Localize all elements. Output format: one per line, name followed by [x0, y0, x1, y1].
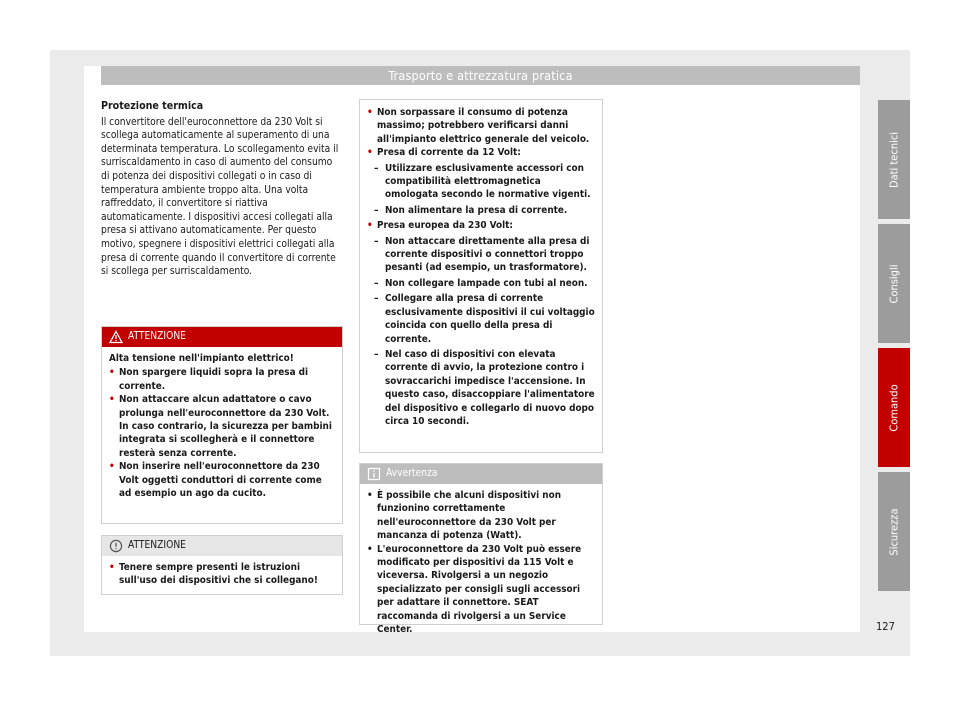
tab-sicurezza[interactable] [878, 472, 910, 591]
warning-box-body [102, 556, 342, 595]
sub-list-item: – Non attaccare direttamente alla presa di corrente dispositivi o connettori troppo pesanti (ad esempio, un trasformatore). [367, 235, 595, 275]
sub-list-item: – Utilizzare esclusivamente accessori con compatibilità elettromagnetica omologata secondo le normative vigenti. [367, 162, 595, 202]
list-item: • Non spargere liquidi sopra la presa di corrente. [109, 366, 335, 393]
page-number: 127 [876, 620, 895, 633]
list-item: • Non attaccare alcun adattatore o cavo prolunga nell'euroconnettore da 230 Volt. In caso contrario, la sicurezza per bambini integrata si scollegherà e il connettore resterà senza corrente. [109, 393, 335, 460]
list-item: • Presa europea da 230 Volt: [367, 219, 595, 232]
info-icon [367, 467, 381, 481]
tab-label: Sicurezza [887, 507, 901, 556]
exclamation-circle-icon [109, 539, 123, 553]
warning-box-instructions [101, 535, 343, 595]
tab-label: Comando [887, 383, 901, 432]
note-box-header [360, 464, 602, 484]
warning-box-title: ATTENZIONE [128, 540, 186, 551]
column-left [101, 100, 341, 279]
sub-list-item: – Collegare alla presa di corrente esclusivamente dispositivi il cui voltaggio coincida con quello della presa di corrente. [367, 292, 595, 346]
warning-box-header [102, 536, 342, 556]
warning-box-high-voltage [101, 326, 343, 524]
tab-dati-tecnici[interactable] [878, 100, 910, 219]
section-heading: Protezione termica [101, 100, 204, 112]
warning-lead: Alta tensione nell'impianto elettrico! [109, 353, 294, 364]
tab-label: Consigli [887, 264, 901, 303]
sub-list-item: – Non alimentare la presa di corrente. [367, 204, 595, 217]
list-item: • Non inserire nell'euroconnettore da 230 Volt oggetti conduttori di corrente come ad esempio un ago da cucito. [109, 460, 335, 500]
sub-list-item: – Non collegare lampade con tubi al neon. [367, 277, 595, 290]
sub-list-item: – Nel caso di dispositivi con elevata corrente di avvio, la protezione contro i sovraccarichi impedisce l'accensione. In questo caso, disaccoppiare l'alimentatore del dispositivo e collegarlo di nuovo dopo circa 10 secondi. [367, 348, 595, 428]
warning-box-header [102, 327, 342, 347]
section-header-bar: Trasporto e attrezzatura pratica [101, 66, 860, 85]
list-item: • Tenere sempre presenti le istruzioni sull'uso dei dispositivi che si collegano! [109, 561, 335, 588]
list-item: • È possibile che alcuni dispositivi non funzionino correttamente nell'euroconnettore da 230 Volt per mancanza di potenza (Watt). [367, 489, 595, 543]
note-box [359, 463, 603, 636]
tab-consigli[interactable] [878, 224, 910, 343]
warning-triangle-icon [109, 330, 123, 344]
list-item: • L'euroconnettore da 230 Volt può essere modificato per dispositivi da 115 Volt e viceversa. Rivolgersi a un negozio specializzato per consigli sugli accessori per adattare il connettore. SEAT raccomanda di rivolgersi a un Service Center. [367, 543, 595, 637]
list-item: • Presa di corrente da 12 Volt: [367, 146, 595, 159]
note-box-title: Avvertenza [386, 468, 438, 479]
section-paragraph: Il convertitore dell'euroconnettore da 230 Volt si scollega automaticamente al superamento di una determinata temperatura. Lo scollegamento evita il surriscaldamento in caso di aumento del consumo di potenza dei dispositivi collegati o in caso di temperatura ambiente troppo alta. Una volta raffreddato, il convertitore si riattiva automaticamente. I dispositivi accesi collegati alla presa si attivano automaticamente. Per questo motivo, spegnere i dispositivi elettrici collegati alla presa di corrente quando il convertitore di corrente si scollega per surriscaldamento. [101, 116, 339, 278]
list-item: • Non sorpassare il consumo di potenza massimo; potrebbero verificarsi danni all'impianto elettrico generale del veicolo. [367, 106, 595, 146]
warning-box-continued [359, 99, 603, 453]
tab-comando[interactable] [878, 348, 910, 467]
tab-label: Dati tecnici [887, 131, 901, 188]
note-box-body [360, 484, 602, 643]
warning-box-body [360, 100, 602, 437]
warning-box-body [102, 347, 342, 507]
warning-box-title: ATTENZIONE [128, 331, 186, 342]
